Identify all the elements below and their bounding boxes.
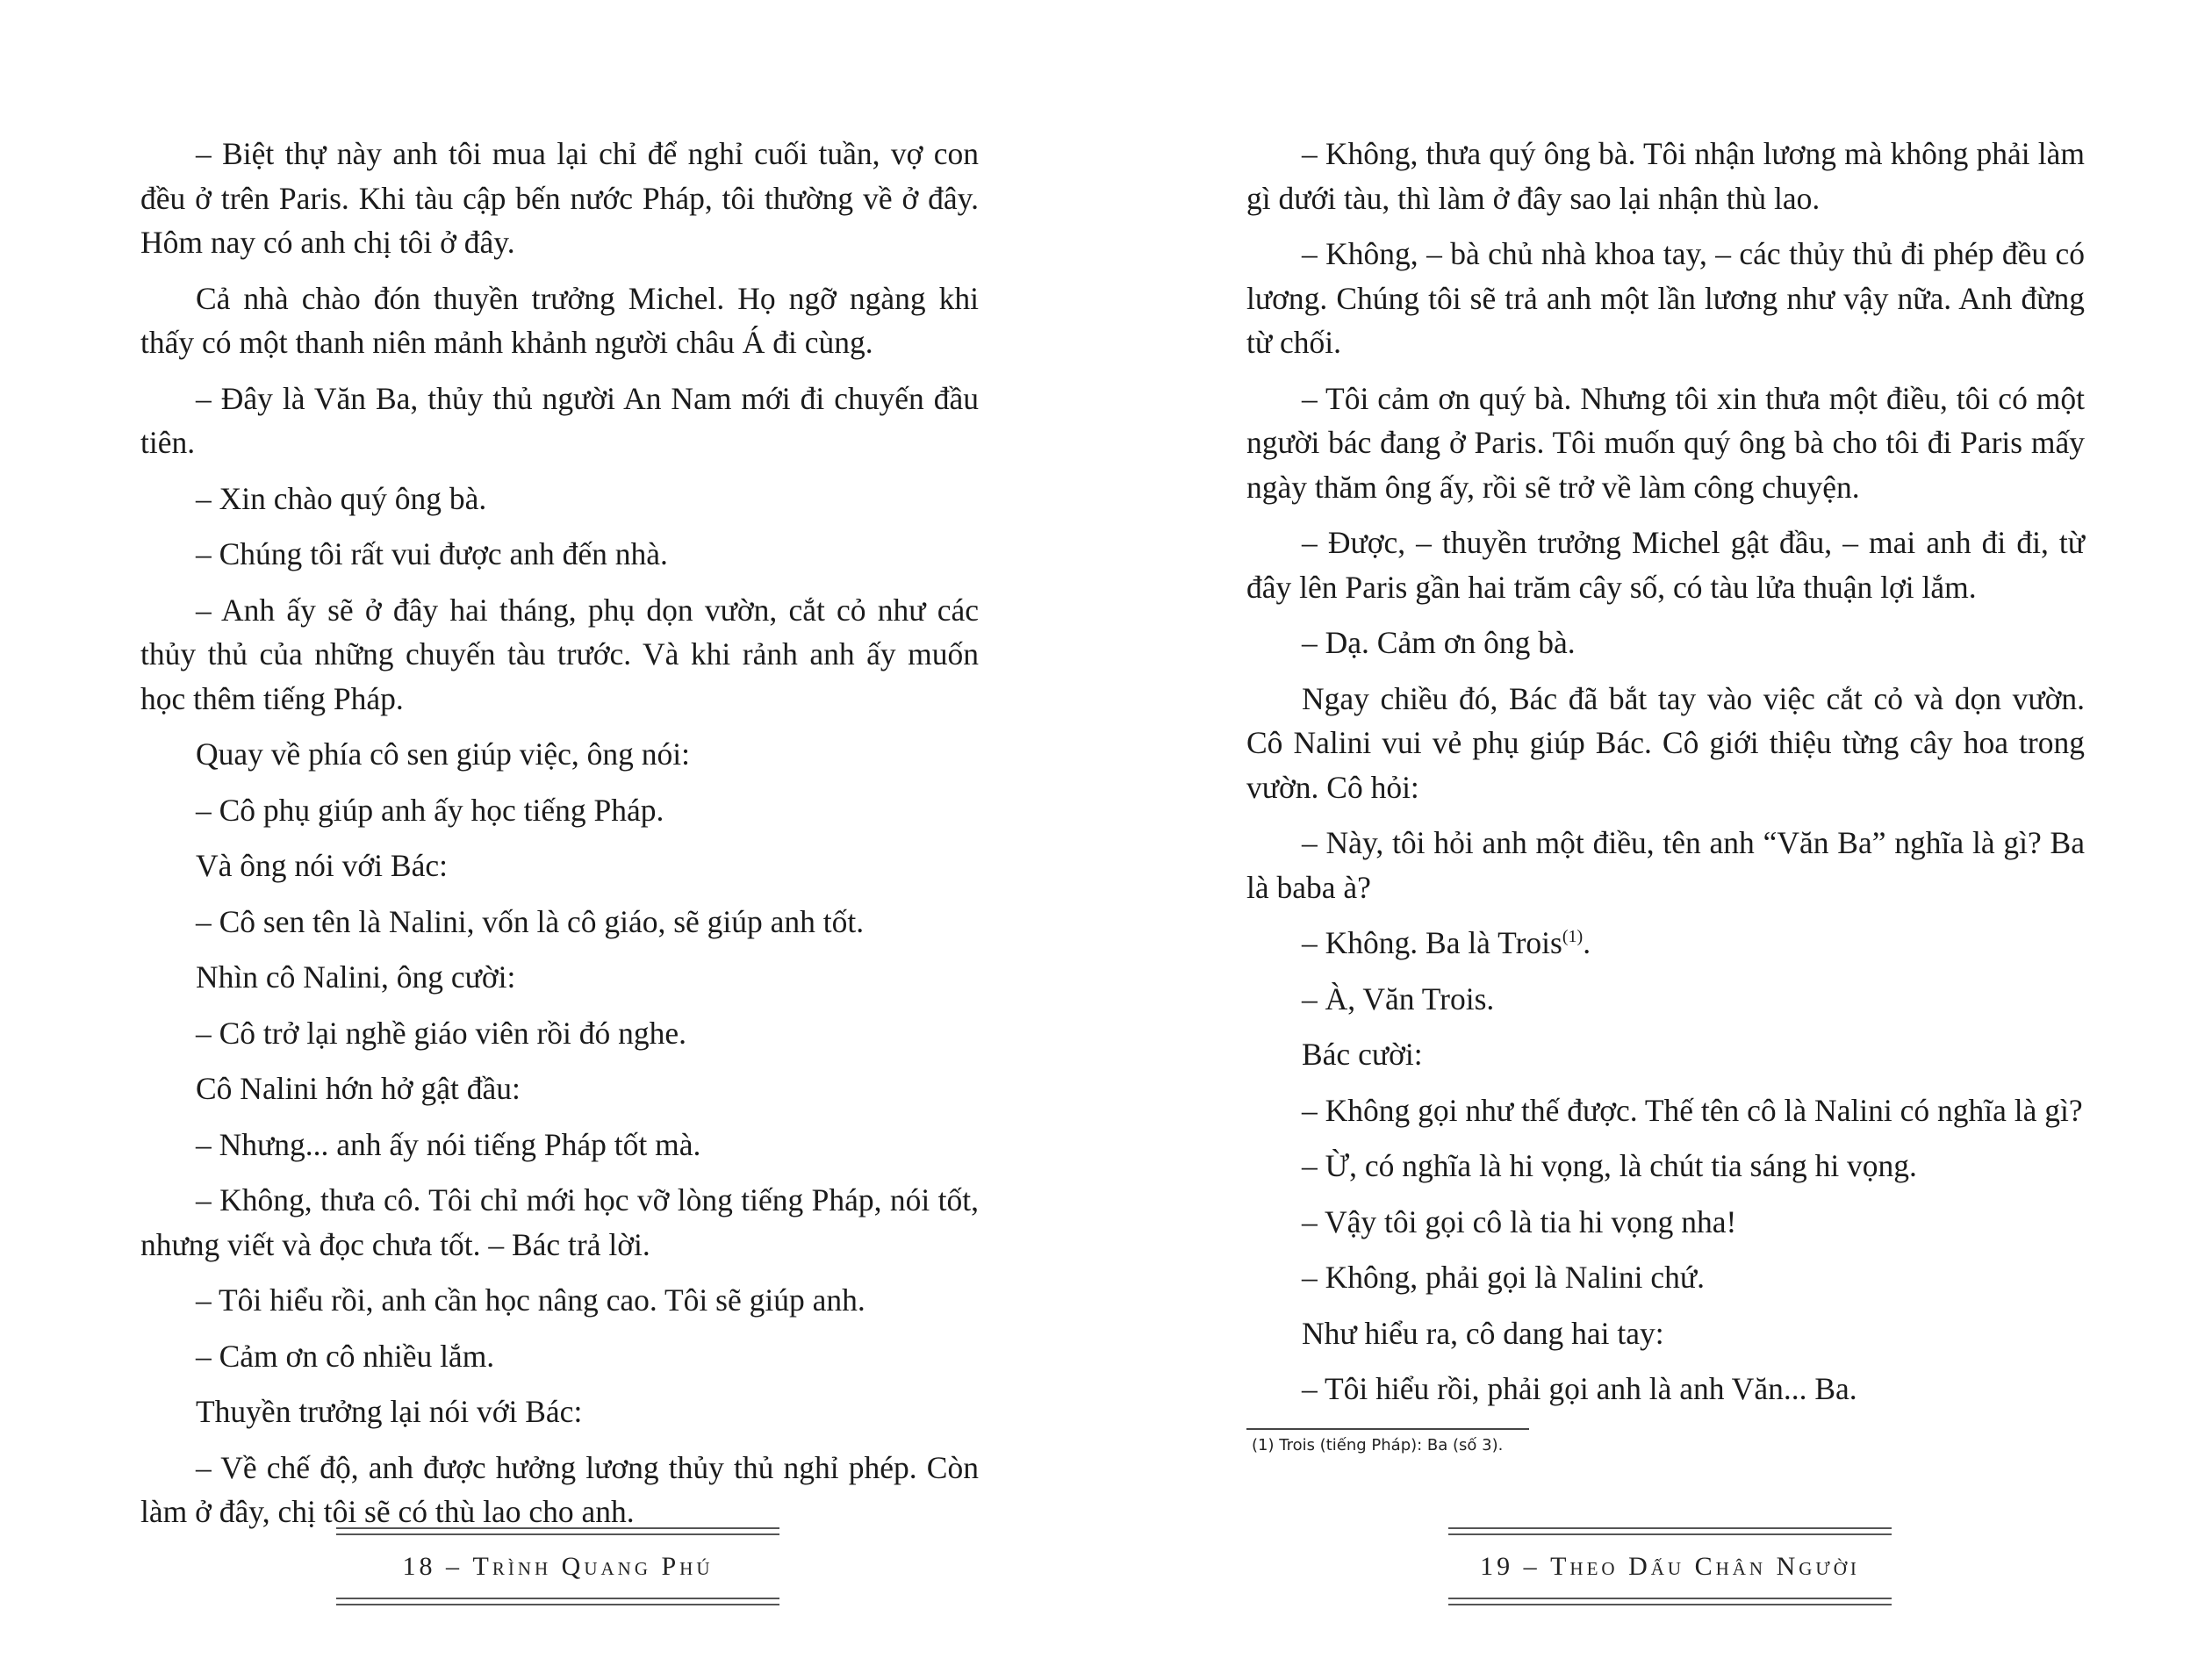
right-page bbox=[1106, 0, 2212, 1659]
page-number: 18 bbox=[402, 1552, 436, 1581]
paragraph: – Cô phụ giúp anh ấy học tiếng Pháp. bbox=[196, 792, 664, 828]
paragraph: Ngay chiều đó, Bác đã bắt tay vào việc cắt cỏ và dọn vườn. Cô Nalini vui vẻ phụ giúp Bác. Cô giới thiệu từng cây hoa trong vườn. Cô hỏi: bbox=[1246, 680, 2085, 805]
paragraph: Quay về phía cô sen giúp việc, ông nói: bbox=[196, 736, 690, 772]
paragraph: – Vậy tôi gọi cô là tia hi vọng nha! bbox=[1302, 1203, 1737, 1239]
book-title: Theo Dấu Chân Người bbox=[1550, 1552, 1860, 1581]
paragraph: – Tôi hiểu rồi, anh cần học nâng cao. Tôi sẽ giúp anh. bbox=[196, 1282, 865, 1318]
paragraph: Cả nhà chào đón thuyền trưởng Michel. Họ ngỡ ngàng khi thấy có một thanh niên mảnh khảnh người châu Á đi cùng. bbox=[140, 280, 979, 360]
paragraph: – Đây là Văn Ba, thủy thủ người An Nam mới đi chuyến đầu tiên. bbox=[140, 380, 979, 460]
paragraph bbox=[1246, 921, 2085, 966]
paragraph: – Ừ, có nghĩa là hi vọng, là chút tia sáng hi vọng. bbox=[1302, 1148, 1917, 1183]
trois-text: – Không. Ba là Trois bbox=[1302, 925, 1562, 960]
paragraph: – Tôi cảm ơn quý bà. Nhưng tôi xin thưa một điều, tôi có một người bác đang ở Paris. Tôi muốn quý ông bà cho tôi đi Paris mấy ngày thăm ông ấy, rồi sẽ trở về làm công chuyện. bbox=[1246, 380, 2085, 505]
footer-separator: – bbox=[446, 1552, 463, 1581]
paragraph: – Biệt thự này anh tôi mua lại chỉ để nghỉ cuối tuần, vợ con đều ở trên Paris. Khi tàu cập bến nước Pháp, tôi thường về ở đây. Hôm nay có anh chị tôi ở đây. bbox=[140, 136, 979, 260]
footer-rule bbox=[336, 1604, 779, 1605]
footer-rule bbox=[1448, 1533, 1892, 1535]
paragraph: – À, Văn Trois. bbox=[1302, 980, 1495, 1016]
footer-rule bbox=[336, 1598, 779, 1599]
footer-rule bbox=[336, 1527, 779, 1529]
paragraph: – Xin chào quý ông bà. bbox=[196, 480, 487, 516]
paragraph: – Tôi hiểu rồi, phải gọi anh là anh Văn... Ba. bbox=[1302, 1371, 1857, 1406]
paragraph: – Anh ấy sẽ ở đây hai tháng, phụ dọn vườn, cắt cỏ như các thủy thủ của những chuyến tàu trước. Và khi rảnh anh ấy muốn học thêm tiếng Pháp. bbox=[140, 592, 979, 716]
paragraph: – Cô trở lại nghề giáo viên rồi đó nghe. bbox=[196, 1015, 687, 1051]
trois-end: . bbox=[1583, 925, 1591, 960]
paragraph: – Không, phải gọi là Nalini chứ. bbox=[1302, 1260, 1705, 1295]
paragraph: Bác cười: bbox=[1302, 1037, 1423, 1072]
footer-rule bbox=[1448, 1598, 1892, 1599]
paragraph: – Cảm ơn cô nhiều lắm. bbox=[196, 1338, 495, 1374]
footer-separator: – bbox=[1523, 1552, 1540, 1581]
footer-rule bbox=[1448, 1527, 1892, 1529]
paragraph: – Không, thưa cô. Tôi chỉ mới học vỡ lòng tiếng Pháp, nói tốt, nhưng viết và đọc chưa tốt. – Bác trả lời. bbox=[140, 1182, 979, 1262]
left-page-body bbox=[140, 132, 979, 1546]
paragraph: Như hiểu ra, cô dang hai tay: bbox=[1302, 1315, 1664, 1351]
paragraph: Thuyền trưởng lại nói với Bác: bbox=[196, 1394, 583, 1429]
book-author: Trình Quang Phú bbox=[472, 1552, 714, 1581]
footnote-marker[interactable]: (1) bbox=[1562, 927, 1584, 947]
paragraph: – Về chế độ, anh được hưởng lương thủy thủ nghỉ phép. Còn làm ở đây, chị tôi sẽ có thù lao cho anh. bbox=[140, 1449, 979, 1529]
footnote: (1) Trois (tiếng Pháp): Ba (số 3). bbox=[1252, 1436, 1504, 1454]
right-page-body bbox=[1246, 132, 2085, 1423]
paragraph: Và ông nói với Bác: bbox=[196, 848, 448, 883]
paragraph: – Được, – thuyền trưởng Michel gật đầu, – mai anh đi đi, từ đây lên Paris gần hai trăm cây số, có tàu lửa thuận lợi lắm. bbox=[1246, 525, 2085, 605]
paragraph: – Dạ. Cảm ơn ông bà. bbox=[1302, 625, 1576, 660]
paragraph: – Chúng tôi rất vui được anh đến nhà. bbox=[196, 536, 668, 571]
paragraph: – Không, – bà chủ nhà khoa tay, – các thủy thủ đi phép đều có lương. Chúng tôi sẽ trả anh một lần lương như vậy nữa. Anh đừng từ chối. bbox=[1246, 236, 2085, 360]
page-number: 19 bbox=[1480, 1552, 1514, 1581]
footer-rule bbox=[336, 1533, 779, 1535]
paragraph: Cô Nalini hớn hở gật đầu: bbox=[196, 1071, 521, 1106]
right-page-footer bbox=[1448, 1527, 1892, 1606]
running-footer bbox=[1448, 1552, 1892, 1582]
paragraph: – Không gọi như thế được. Thế tên cô là Nalini có nghĩa là gì? bbox=[1302, 1092, 2083, 1128]
paragraph: – Nhưng... anh ấy nói tiếng Pháp tốt mà. bbox=[196, 1126, 701, 1162]
running-footer bbox=[336, 1552, 779, 1582]
left-page-footer bbox=[336, 1527, 779, 1606]
paragraph: Nhìn cô Nalini, ông cười: bbox=[196, 959, 516, 995]
footnote-divider bbox=[1246, 1428, 1529, 1430]
paragraph: – Này, tôi hỏi anh một điều, tên anh “Văn Ba” nghĩa là gì? Ba là baba à? bbox=[1246, 825, 2085, 905]
paragraph: – Cô sen tên là Nalini, vốn là cô giáo, sẽ giúp anh tốt. bbox=[196, 903, 865, 939]
paragraph: – Không, thưa quý ông bà. Tôi nhận lương mà không phải làm gì dưới tàu, thì làm ở đây sao lại nhận thù lao. bbox=[1246, 136, 2085, 216]
footer-rule bbox=[1448, 1604, 1892, 1605]
